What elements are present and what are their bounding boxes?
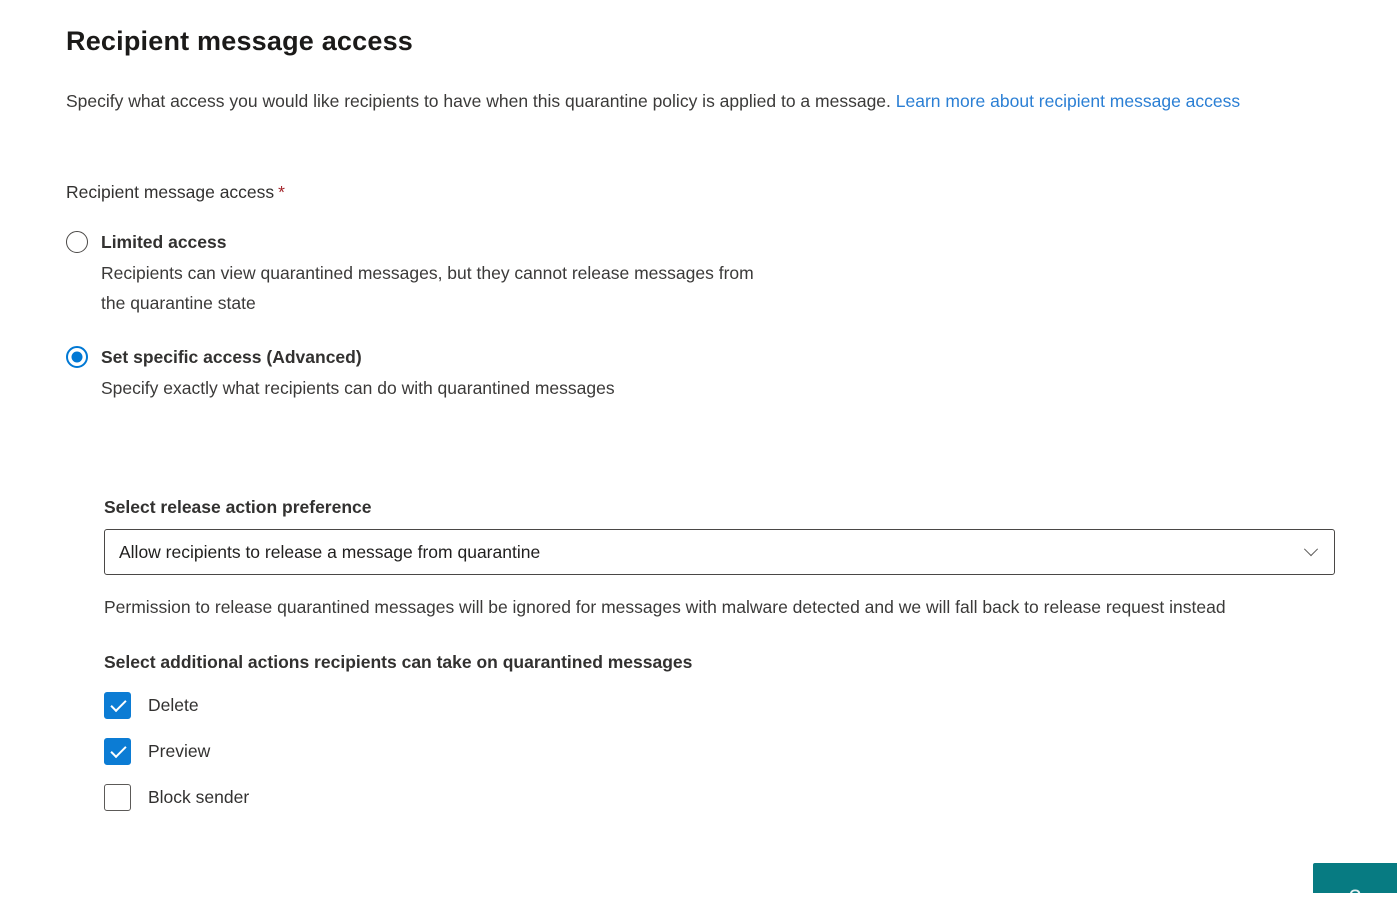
checkbox-checked-icon[interactable] (104, 738, 131, 765)
chevron-down-icon (1304, 542, 1318, 556)
radio-selected-icon[interactable] (66, 346, 88, 368)
release-action-note: Permission to release quarantined messages will be ignored for messages with malware detected and we will fall back to release request instead (104, 597, 1226, 617)
additional-actions-label: Select additional actions recipients can take on quarantined messages (104, 652, 693, 672)
checkbox-row-preview[interactable] (104, 738, 1335, 765)
set-specific-access-description: Specify exactly what recipients can do with quarantined messages (101, 378, 615, 398)
checkbox-checked-icon[interactable] (104, 692, 131, 719)
release-action-dropdown[interactable] (104, 529, 1335, 575)
preview-checkbox-label: Preview (148, 741, 211, 761)
checkbox-unchecked-icon[interactable] (104, 784, 131, 811)
set-specific-access-radio-row[interactable] (66, 346, 1332, 368)
checkbox-row-delete[interactable] (104, 692, 1335, 719)
radio-option-set-specific-access (66, 346, 1332, 403)
set-specific-access-label: Set specific access (Advanced) (101, 346, 362, 367)
access-field-label (66, 182, 1332, 203)
advanced-options-section (104, 497, 1335, 811)
checkbox-row-block-sender[interactable] (104, 784, 1335, 811)
delete-checkbox-label: Delete (148, 695, 199, 715)
page-title: Recipient message access (66, 26, 414, 56)
page-description-text: Specify what access you would like recipients to have when this quarantine policy is applied to a message. (66, 91, 891, 111)
access-field-label-text: Recipient message access (66, 182, 275, 202)
limited-access-description: Recipients can view quarantined messages, but they cannot release messages from the quarantine state (101, 263, 754, 313)
radio-option-limited-access (66, 231, 1332, 318)
radio-unselected-icon[interactable] (66, 231, 88, 253)
help-question-icon: ? (1348, 885, 1362, 910)
limited-access-label: Limited access (101, 231, 227, 252)
release-action-selected-value: Allow recipients to release a message from quarantine (119, 541, 541, 562)
help-button[interactable] (1313, 863, 1397, 910)
limited-access-radio-row[interactable] (66, 231, 1332, 253)
learn-more-link[interactable]: Learn more about recipient message access (895, 91, 1241, 111)
block-sender-checkbox-label: Block sender (148, 787, 250, 807)
release-action-label: Select release action preference (104, 497, 372, 517)
required-asterisk: * (278, 182, 285, 202)
page-description (66, 87, 1332, 116)
